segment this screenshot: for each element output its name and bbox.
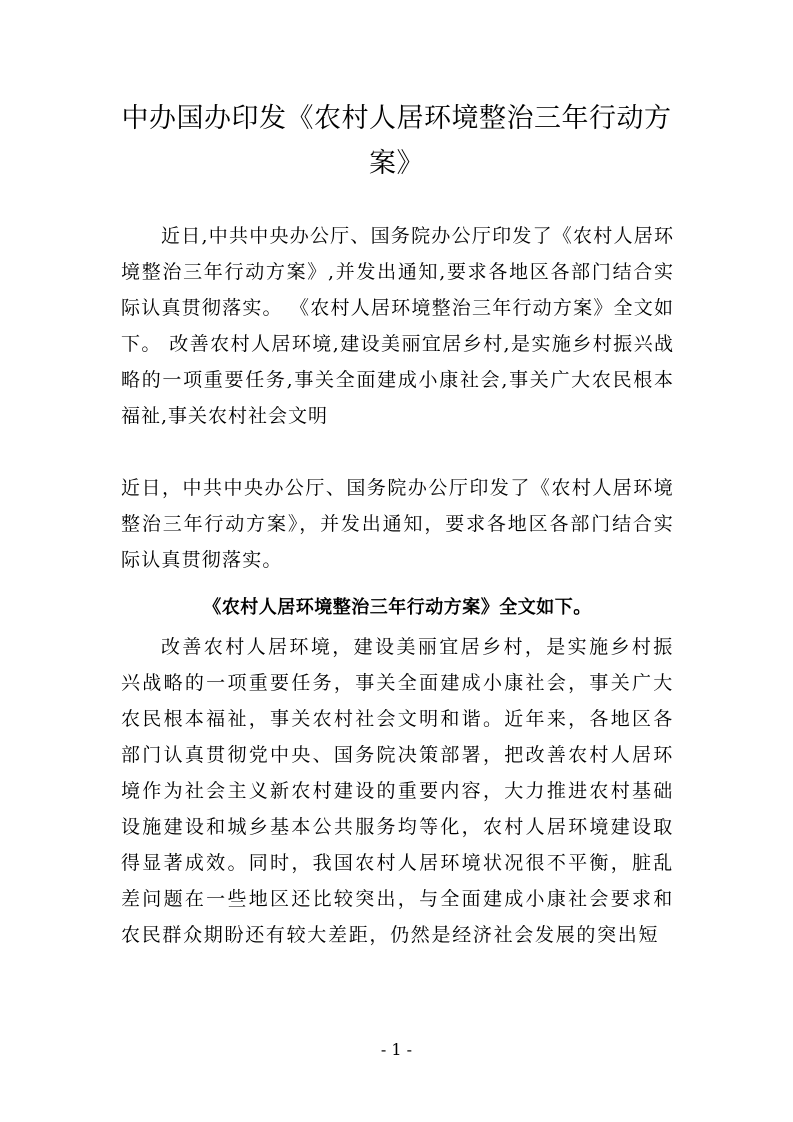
paragraph-intro: 近日，中共中央办公厅、国务院办公厅印发了《农村人居环境整治三年行动方案》，并发出通知，要求各地区各部门结合实际认真贯彻落实。 <box>121 477 674 571</box>
paragraph-body: 改善农村人居环境，建设美丽宜居乡村，是实施乡村振兴战略的一项重要任务，事关全面建成小康社会，事关广大农民根本福祉，事关农村社会文明和谐。近年来，各地区各部门认真贯彻党中央、国务院决策部署，把改善农村人居环境作为社会主义新农村建设的重要内容，大力推进农村基础设施建设和城乡基本公共服务均等化，农村人居环境建设取得显著成效。同时，我国农村人居环境状况很不平衡，脏乱差问题在一些地区还比较突出，与全面建成小康社会要求和农民群众期盼还有较大差距，仍然是经济社会发展的突出短 <box>121 636 674 946</box>
section-heading: 《农村人居环境整治三年行动方案》全文如下。 <box>203 597 592 618</box>
paragraph-summary: 近日,中共中央办公厅、国务院办公厅印发了《农村人居环境整治三年行动方案》,并发出通知,要求各地区各部门结合实际认真贯彻落实。 《农村人居环境整治三年行动方案》全文如下。 改善农村人居环境,建设美丽宜居乡村,是实施乡村振兴战略的一项重要任务,事关全面建成小康社会,事关广大农民根本福祉,事关农村社会文明 <box>121 225 674 427</box>
document-title: 中办国办印发《农村人居环境整治三年行动方案》 <box>121 103 672 179</box>
page-number: - 1 - <box>380 1040 413 1059</box>
